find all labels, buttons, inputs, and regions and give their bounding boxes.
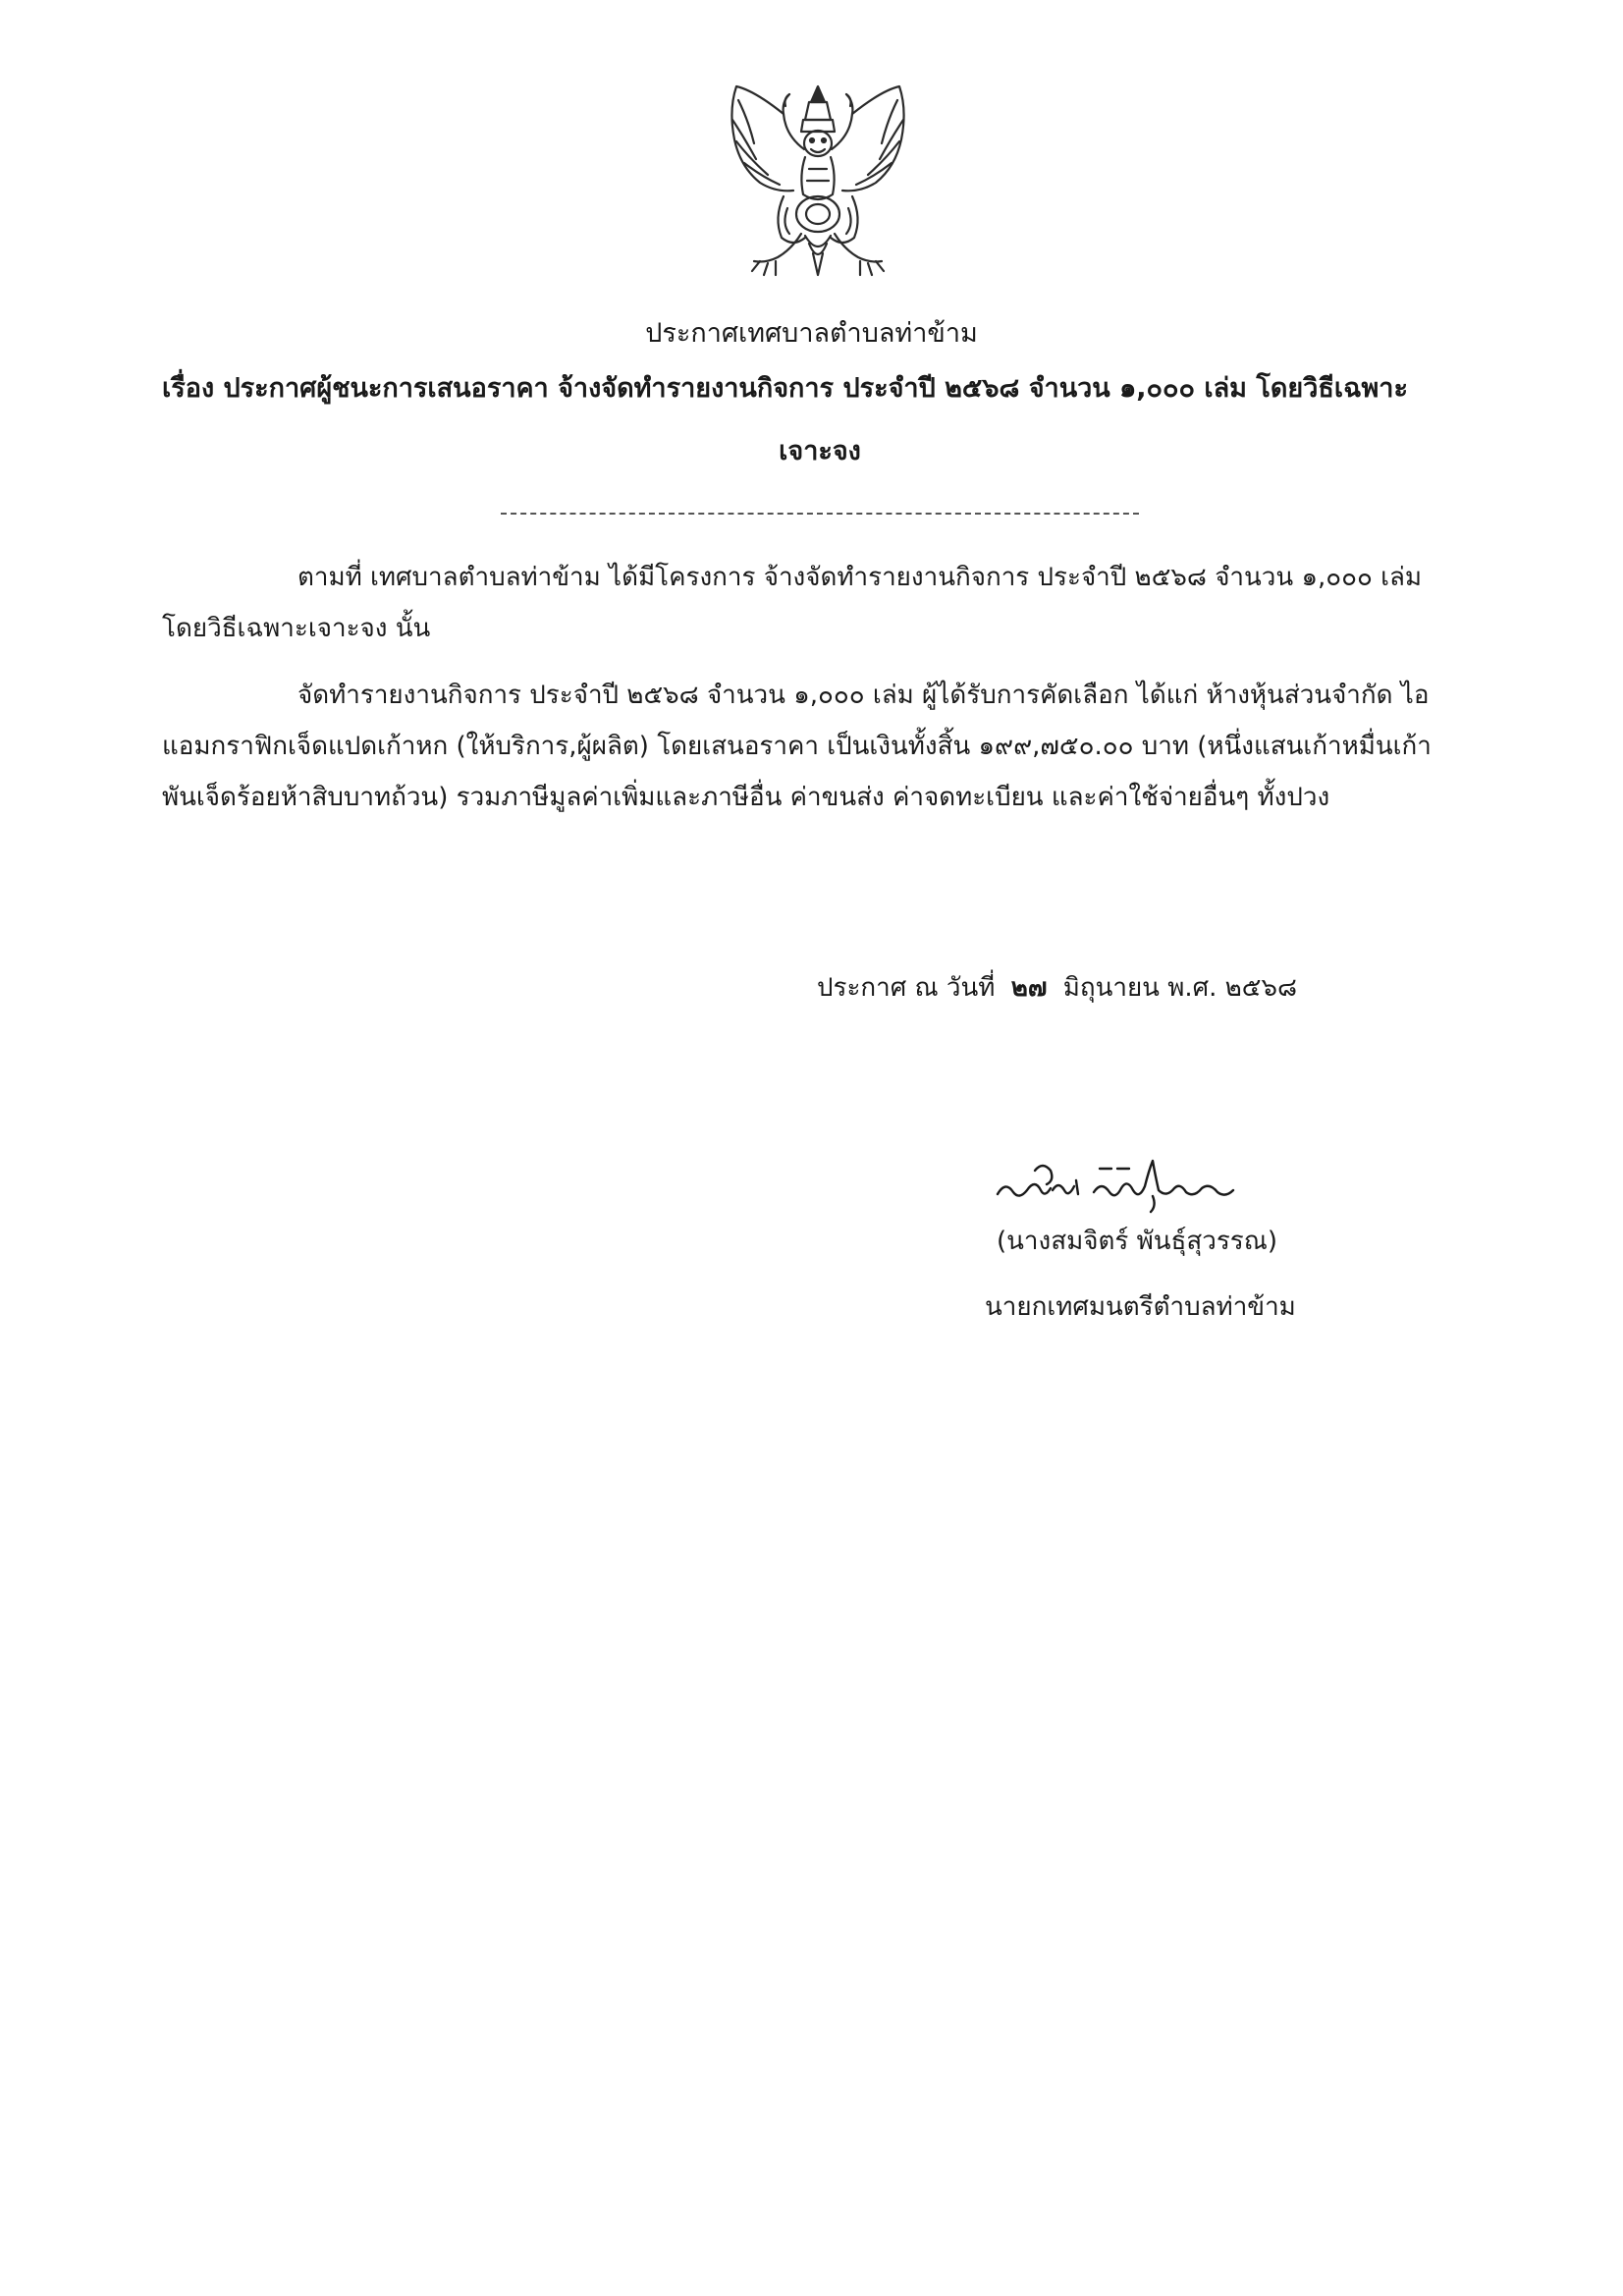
announcement-date (817, 970, 1297, 1006)
signer-name: (นางสมจิตร์ พันธุ์สุวรรณ) (997, 1227, 1278, 1256)
paragraph-2: จัดทำรายงานกิจการ ประจำปี ๒๕๖๘ จำนวน ๑,๐๐๐ เล่ม ผู้ได้รับการคัดเลือก ได้แก่ ห้างหุ้นส่วนจำกัด ไอแอมกราฟิกเจ็ดแปดเก้าหก (ให้บริการ,ผู้ผลิต) โดยเสนอราคา เป็นเงินทั้งสิ้น ๑๙๙,๗๕๐.๐๐ บาท (หนึ่งแสนเก้าหมื่นเก้าพันเจ็ดร้อยห้าสิบบาทถ้วน) รวมภาษีมูลค่าเพิ่มและภาษีอื่น ค่าขนส่ง ค่าจดทะเบียน และค่าใช้จ่ายอื่นๆ ทั้งปวง (162, 681, 1432, 812)
garuda-emblem-icon (715, 81, 921, 287)
date-prefix: ประกาศ ณ วันที่ (817, 973, 996, 1003)
subject-line-1: เรื่อง ประกาศผู้ชนะการเสนอราคา จ้างจัดทำรายงานกิจการ ประจำปี ๒๕๖๘ จำนวน ๑,๐๐๐ เล่ม โดยวิธีเฉพาะ (162, 373, 1408, 404)
signer-title: นายกเทศมนตรีตำบลท่าข้าม (985, 1292, 1296, 1322)
paragraph-1: ตามที่ เทศบาลตำบลท่าข้าม ได้มีโครงการ จ้างจัดทำรายงานกิจการ ประจำปี ๒๕๖๘ จำนวน ๑,๐๐๐ เล่ม โดยวิธีเฉพาะเจาะจง นั้น (162, 563, 1423, 643)
subject-heading (162, 371, 1478, 469)
divider (501, 513, 1139, 515)
page-title: ประกาศเทศบาลตำบลท่าข้าม (645, 318, 978, 349)
subject-line-2: เจาะจง (779, 436, 861, 466)
signature-mark (992, 1141, 1276, 1220)
date-rest: มิถุนายน พ.ศ. ๒๕๖๘ (1062, 973, 1298, 1003)
date-day: ๒๗ (1010, 973, 1048, 1003)
